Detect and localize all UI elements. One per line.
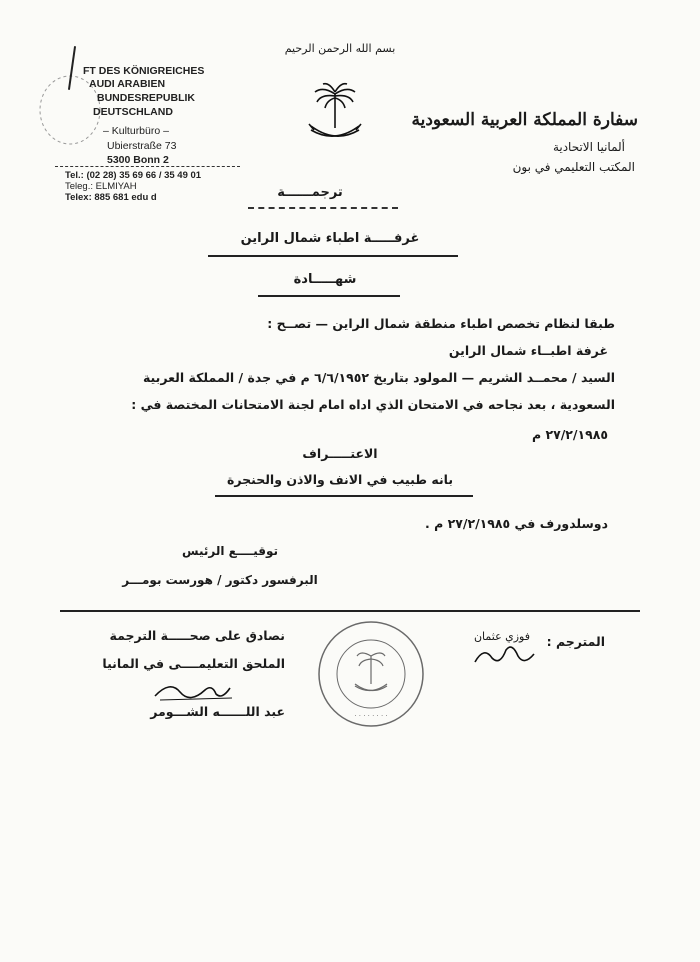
heading-underline: [248, 207, 398, 209]
embassy-name: سفارة المملكة العربية السعودية: [411, 110, 638, 130]
sender-line-1: FT DES KÖNIGREICHES: [83, 65, 205, 77]
sign-label: توقيــــع الرئيس: [181, 544, 279, 558]
specialty-underline: [215, 495, 473, 497]
recognition-label: الاعتـــــراف: [302, 446, 378, 461]
doc-heading: ترجمــــــة: [277, 185, 343, 200]
sender-line-5: – Kulturbüro –: [103, 125, 169, 137]
attestation-line-1: نصادق على صحـــــة الترجمة: [109, 628, 285, 643]
sender-city: 5300 Bonn 2: [107, 154, 169, 166]
sender-line-4: DEUTSCHLAND: [93, 106, 173, 118]
attache-name: عبد اللــــــه الشـــومر: [150, 704, 285, 719]
svg-text:· · · · · · · ·: · · · · · · · ·: [354, 712, 388, 720]
chamber-underline: [208, 255, 458, 257]
president-name: البرفسور دكتور / هورست بومـــر: [122, 573, 318, 587]
education-office-stamp: [315, 618, 427, 730]
body-line-1: طبقا لنظام تخصص اطباء منطقة شمال الراين — تصــح :: [267, 316, 615, 331]
sender-line-3: BUNDESREPUBLIK: [97, 92, 196, 104]
place-date: دوسلدورف في ٢٧/٢/١٩٨٥ م .: [425, 516, 608, 531]
sender-street: Ubierstraße 73: [107, 140, 177, 152]
certificate-underline: [258, 295, 400, 297]
body-line-4: السعودية ، بعد نجاحه في الامتحان الذي اداه امام لجنة الامتحانات المختصة في :: [131, 397, 615, 412]
attache-signature: [150, 676, 240, 706]
sender-tel: Tel.: (02 28) 35 69 66 / 35 49 01: [65, 170, 202, 181]
sender-telex: Telex: 885 681 edu d: [65, 192, 157, 203]
sender-line-2: AUDI ARABIEN: [89, 78, 166, 90]
exam-date: ٢٧/٢/١٩٨٥ م: [531, 427, 608, 442]
attestation-line-2: الملحق التعليمــــى في المانيا: [102, 656, 285, 671]
translator-name: فوزي عثمان: [473, 630, 530, 643]
basmala: بسم الله الرحمن الرحيم: [284, 42, 396, 55]
sender-teleg: Teleg.: ELMIYAH: [65, 181, 137, 192]
footer-divider: [60, 610, 640, 612]
certificate-title: شهـــــادة: [293, 272, 357, 287]
letterhead-divider: [55, 166, 240, 167]
embassy-country: ألمانيا الاتحادية: [552, 140, 625, 154]
palm-swords-emblem: [305, 80, 365, 152]
translator-label: المترجم :: [546, 634, 605, 649]
body-line-2: غرفة اطبــاء شمال الراين: [448, 343, 608, 358]
body-line-3: السيد / محمــد الشريم — المولود بتاريخ ٦/٦/١٩٥٢ م في جدة / المملكة العربية: [142, 370, 615, 385]
education-office: المكتب التعليمي في بون: [512, 160, 635, 174]
translator-signature: [470, 640, 540, 670]
specialty: بانه طبيب في الانف والاذن والحنجرة: [226, 472, 454, 487]
chamber-title: غرفـــــة اطباء شمال الراين: [240, 231, 420, 246]
